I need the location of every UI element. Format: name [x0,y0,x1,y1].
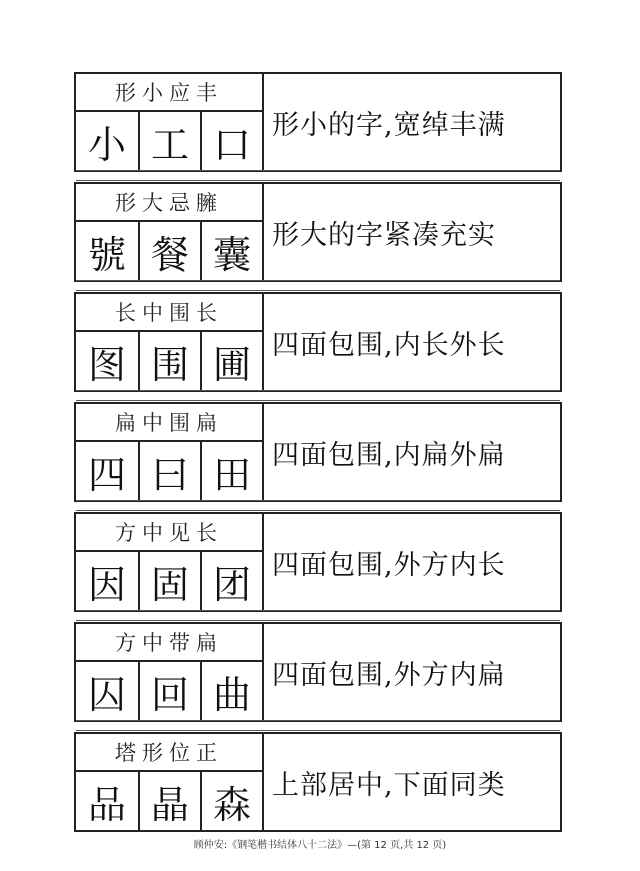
example-chars [76,112,262,170]
rule-row [74,512,562,612]
example-char: 围 [138,332,200,390]
example-chars [76,332,262,390]
example-char: 囚 [87,672,126,717]
example-char: 回 [138,662,200,720]
rule-description: 四面包围,外方内长 [272,549,506,581]
rule-left-panel [76,514,264,610]
rule-description: 形小的字,宽绰丰满 [272,109,506,141]
rule-left-panel [76,294,264,390]
page-footer: 顾仲安:《钢笔楷书结体八十二法》—(第 12 页,共 12 页) [193,840,447,851]
example-chars [76,442,262,500]
rule-title: 方中带扁 [76,624,262,662]
rule-title: 形大忌臃 [76,184,262,222]
rule-title: 方中见长 [76,514,262,552]
example-chars [76,662,262,720]
rule-left-panel [76,734,264,830]
rule-title: 扁中围扁 [76,404,262,442]
example-char: 图 [87,342,126,387]
example-char: 品 [87,782,126,827]
rule-left-panel [76,404,264,500]
example-char: 晶 [138,772,200,830]
rule-description: 形大的字紧凑充实 [272,219,496,251]
example-chars [76,772,262,830]
example-char: 工 [138,112,200,170]
example-char: 餐 [138,222,200,280]
rule-row [74,182,562,282]
example-char: 號 [87,232,126,277]
rule-row [74,732,562,832]
example-char: 口 [200,112,262,170]
example-char: 小 [87,122,126,167]
example-chars [76,552,262,610]
rule-row [74,72,562,172]
rule-description: 四面包围,内扁外扁 [272,439,506,471]
rule-row [74,402,562,502]
example-char: 囊 [200,222,262,280]
rule-title: 形小应丰 [76,74,262,112]
example-char: 曲 [200,662,262,720]
example-char: 因 [87,562,126,607]
example-char: 田 [200,442,262,500]
example-char: 固 [138,552,200,610]
rule-left-panel [76,74,264,170]
example-chars [76,222,262,280]
example-char: 团 [200,552,262,610]
rule-title: 塔形位正 [76,734,262,772]
example-char: 四 [87,452,126,497]
rule-description: 四面包围,外方内扁 [272,659,506,691]
example-char: 曰 [138,442,200,500]
example-char: 森 [200,772,262,830]
rule-title: 长中围长 [76,294,262,332]
rule-row [74,292,562,392]
rule-description: 四面包围,内长外长 [272,329,506,361]
rule-left-panel [76,624,264,720]
rule-row [74,622,562,722]
example-char: 圃 [200,332,262,390]
rule-description: 上部居中,下面同类 [272,769,506,801]
rule-left-panel [76,184,264,280]
